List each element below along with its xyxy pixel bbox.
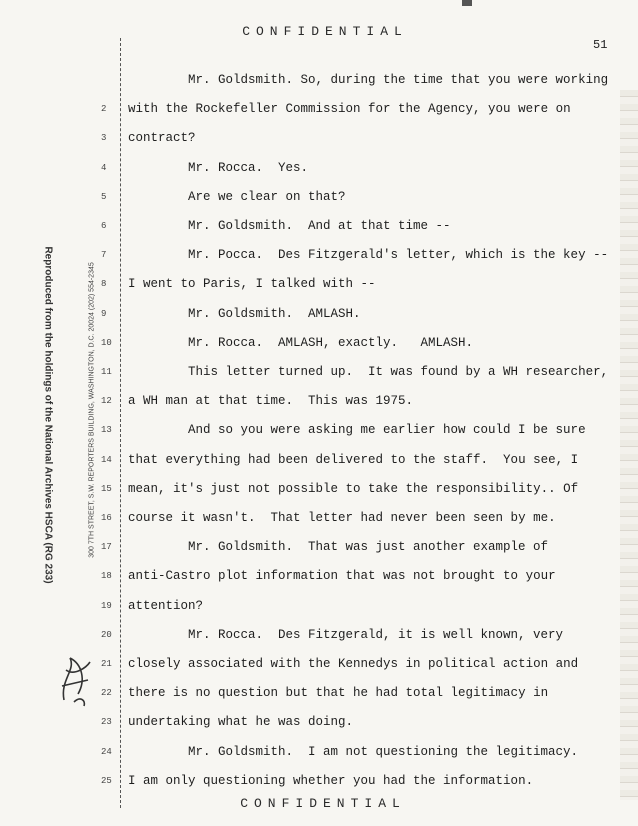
transcript-line: I am only questioning whether you had the information. xyxy=(128,773,534,788)
transcript-line: Are we clear on that? xyxy=(188,189,346,204)
line-number: 4 xyxy=(101,162,107,173)
transcript-line: Mr. Goldsmith. So, during the time that you were working xyxy=(188,73,609,87)
transcript-line: Mr. Rocca. Des Fitzgerald, it is well known, very xyxy=(188,627,564,642)
line-number: 17 xyxy=(101,542,112,553)
transcript-line: Mr. Rocca. Yes. xyxy=(188,160,309,175)
line-number: 14 xyxy=(101,454,112,465)
transcript-line: And so you were asking me earlier how could I be sure xyxy=(188,423,586,438)
line-number: 3 xyxy=(101,133,107,144)
line-number: 23 xyxy=(101,717,112,728)
transcript-line: Mr. Goldsmith. That was just another example of xyxy=(188,540,549,555)
line-number: 15 xyxy=(101,483,112,494)
line-number: 13 xyxy=(101,425,112,436)
transcript-line: contract? xyxy=(128,131,196,146)
reporter-address-text: 300 7TH STREET, S.W. REPORTERS BUILDING, WASHINGTON, D.C. 20024 (202) 554-2345 xyxy=(88,262,96,558)
line-number: 18 xyxy=(101,571,112,582)
line-number: 8 xyxy=(101,279,107,290)
transcript-line: Mr. Rocca. AMLASH, exactly. AMLASH. xyxy=(188,335,474,350)
line-number: 9 xyxy=(101,308,107,319)
transcript-line: a WH man at that time. This was 1975. xyxy=(128,394,414,409)
transcript-line: Mr. Goldsmith. And at that time -- xyxy=(188,219,451,233)
transcript-line: that everything had been delivered to the staff. You see, I xyxy=(128,452,579,467)
transcript-line: undertaking what he was doing. xyxy=(128,715,354,730)
transcript-line: Mr. Goldsmith. AMLASH. xyxy=(188,306,361,321)
transcript-line: closely associated with the Kennedys in political action and xyxy=(128,657,579,671)
line-number: 6 xyxy=(101,221,107,231)
line-number: 21 xyxy=(101,659,112,669)
transcript-line: course it wasn't. That letter had never been seen by me. xyxy=(128,511,556,525)
line-number: 11 xyxy=(101,367,112,377)
top-edge-mark xyxy=(462,0,472,6)
header-confidential: CONFIDENTIAL xyxy=(242,24,408,39)
transcript-line: Mr. Pocca. Des Fitzgerald's letter, which is the key -- xyxy=(188,248,609,263)
line-number: 2 xyxy=(101,104,107,115)
line-number: 16 xyxy=(101,513,112,523)
handwritten-signature-mark xyxy=(56,650,96,710)
transcript-line: attention? xyxy=(128,598,204,613)
line-number: 19 xyxy=(101,600,112,611)
line-number: 24 xyxy=(101,746,112,757)
line-number: 22 xyxy=(101,688,112,699)
transcript-line: there is no question but that he had total legitimacy in xyxy=(128,686,549,701)
transcript-line: mean, it's just not possible to take the responsibility.. Of xyxy=(128,481,579,496)
transcript-line: with the Rockefeller Commission for the Agency, you were on xyxy=(128,102,571,117)
line-number: 7 xyxy=(101,250,107,261)
margin-rule xyxy=(120,38,121,808)
line-number: 12 xyxy=(101,396,112,407)
transcript-line: anti-Castro plot information that was not brought to your xyxy=(128,569,556,584)
transcript-line: This letter turned up. It was found by a WH researcher, xyxy=(188,365,609,379)
line-number: 10 xyxy=(101,337,112,348)
archives-stamp-text: Reproduced from the holdings of the National Archives HSCA (RG 233) xyxy=(42,246,54,584)
line-number: 5 xyxy=(101,191,107,202)
footer-confidential: CONFIDENTIAL xyxy=(240,796,406,811)
line-number: 20 xyxy=(101,629,112,640)
page-edge-shadow xyxy=(620,90,638,800)
line-number: 25 xyxy=(101,775,112,786)
page-number: 51 xyxy=(593,38,608,52)
transcript-line: Mr. Goldsmith. I am not questioning the legitimacy. xyxy=(188,744,579,759)
transcript-line: I went to Paris, I talked with -- xyxy=(128,277,376,292)
